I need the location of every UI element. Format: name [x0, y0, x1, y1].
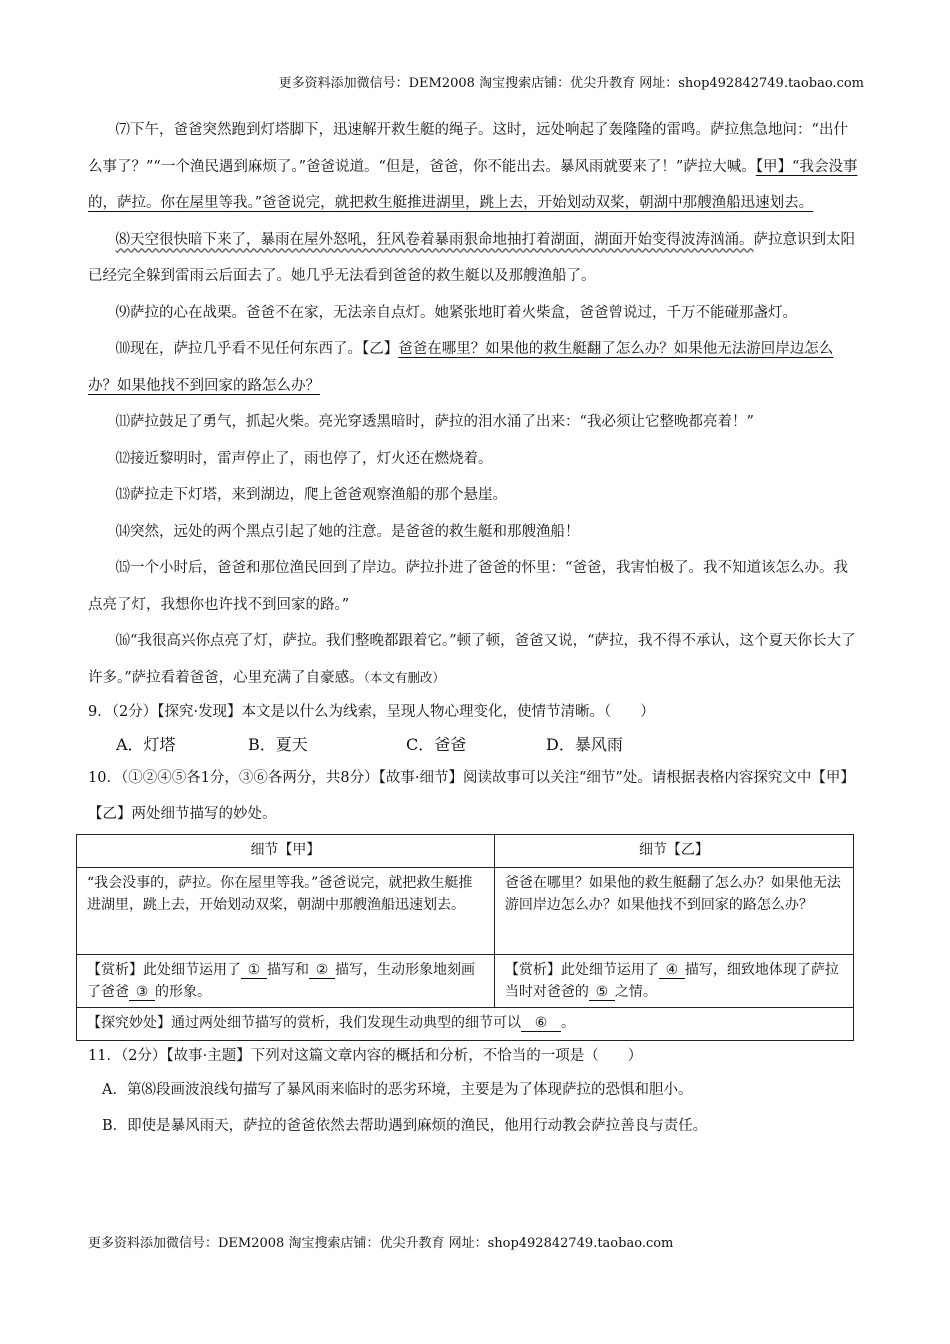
document-body	[88, 112, 862, 1144]
blank-5: ⑤	[589, 984, 615, 1001]
paragraph-9: ⑼萨拉的心在战栗。爸爸不在家，无法亲自点灯。她紧张地盯着火柴盒，爸爸曾说过，千万不能碰那盏灯。	[115, 304, 798, 321]
paragraph-16: ⒃“我很高兴你点亮了灯，萨拉。我们整晚都跟着它。”顿了顿，爸爸又说，“萨拉，我不得不承认，这个夏天你长大了许多。”萨拉看着爸爸，心里充满了自豪感。（本文有删改）	[88, 633, 856, 686]
paragraph-8: ⑻天空很快暗下来了，暴雨在屋外怒吼，狂风卷着暴雨狠命地抽打着湖面，湖面开始变得波涛汹涌。萨拉意识到太阳已经完全躲到雷雨云后面去了。她几乎无法看到爸爸的救生艇以及那艘渔船了。	[88, 231, 856, 284]
blank-4: ④	[659, 962, 685, 979]
source-note: （本文有删改）	[363, 669, 445, 685]
question-11-option-a: A．第⑻段画波浪线句描写了暴风雨来临时的恶劣环境，主要是为了体现萨拉的恐惧和胆小。	[102, 1082, 693, 1098]
question-9-options	[116, 729, 862, 760]
explore-row: 【探究妙处】通过两处细节描写的赏析，我们发现生动典型的细节可以 ⑥ 。	[77, 1008, 854, 1041]
paragraph-7: ⑺下午，爸爸突然跑到灯塔脚下，迅速解开救生艇的绳子。这时，远处响起了轰隆隆的雷鸣。萨拉焦急地问：“出什么事了？”“一个渔民遇到麻烦了。”爸爸说道。“但是，爸爸，你不能出去。暴风雨就要来了！”萨拉大喊。【甲】“我会没事的，萨拉。你在屋里等我。”爸爸说完，就把救生艇推进湖里，跳上去，开始划动双桨，朝湖中那艘渔船迅速划去。	[88, 122, 858, 211]
question-10-stem: 10．（①②④⑤各1分，③⑥各两分，共8分）【故事·细节】阅读故事可以关注“细节”处。请根据表格内容探究文中【甲】【乙】两处细节描写的妙处。	[88, 770, 855, 822]
header-yi: 细节【乙】	[494, 835, 853, 868]
question-11-stem: 11．（2分）【故事·主题】下列对这篇文章内容的概括和分析，不恰当的一项是（ ）	[88, 1048, 643, 1064]
option-d: D．暴风雨	[546, 735, 623, 754]
blank-1: ①	[241, 962, 267, 979]
detail-yi-underlined: 爸爸在哪里？如果他的救生艇翻了怎么办？如果他无法游回岸边怎么办？如果他找不到回家的路怎么办？	[88, 341, 834, 394]
option-b: B．夏天	[248, 735, 308, 754]
option-c: C．爸爸	[406, 735, 467, 754]
header-jia: 细节【甲】	[77, 835, 495, 868]
option-a: A．灯塔	[116, 735, 176, 754]
paragraph-13: ⒀萨拉走下灯塔，来到湖边，爬上爸爸观察渔船的那个悬崖。	[115, 487, 508, 503]
paragraph-11: ⑾萨拉鼓足了勇气，抓起火柴。亮光穿透黑暗时，萨拉的泪水涌了出来：“我必须让它整晚都亮着！”	[115, 414, 754, 430]
detail-table	[76, 834, 854, 1041]
analysis-jia: 【赏析】此处细节运用了 ① 描写和 ② 描写，生动形象地刻画了爸爸 ③ 的形象。	[77, 955, 495, 1008]
question-9-stem: 9．（2分）【探究·发现】本文是以什么为线索，呈现人物心理变化，使情节清晰。（ ）	[88, 704, 655, 720]
paragraph-12: ⑿接近黎明时，雷声停止了，雨也停了，灯火还在燃烧着。	[115, 450, 493, 467]
text-yi: 爸爸在哪里？如果他的救生艇翻了怎么办？如果他无法游回岸边怎么办？如果他找不到回家的路怎么办？	[494, 868, 853, 955]
paragraph-15: ⒂一个小时后，爸爸和那位渔民回到了岸边。萨拉扑进了爸爸的怀里：“爸爸，我害怕极了。我不知道该怎么办。我点亮了灯，我想你也许找不到回家的路。”	[88, 560, 848, 613]
question-11-option-b: B．即使是暴风雨天，萨拉的爸爸依然去帮助遇到麻烦的渔民，他用行动教会萨拉善良与责任。	[102, 1118, 708, 1134]
blank-2: ②	[309, 962, 335, 979]
page-header: 更多资料添加微信号：DEM2008 淘宝搜索店铺：优尖升教育 网址：shop492842749.taobao.com	[278, 76, 864, 91]
page-footer: 更多资料添加微信号：DEM2008 淘宝搜索店铺：优尖升教育 网址：shop492842749.taobao.com	[88, 1236, 674, 1251]
blank-6: ⑥	[521, 1015, 561, 1032]
blank-3: ③	[129, 984, 155, 1001]
analysis-yi: 【赏析】此处细节运用了 ④ 描写，细致地体现了萨拉当时对爸爸的 ⑤ 之情。	[494, 955, 853, 1008]
detail-jia-underlined: 【甲】“我会没事的，萨拉。你在屋里等我。”爸爸说完，就把救生艇推进湖里，跳上去，开始划动双桨，朝湖中那艘渔船迅速划去。	[88, 158, 858, 211]
paragraph-14: ⒁突然，远处的两个黑点引起了她的注意。是爸爸的救生艇和那艘渔船！	[115, 523, 580, 540]
wavy-underlined-sentence: ⑻天空很快暗下来了，暴雨在屋外怒吼，狂风卷着暴雨狠命地抽打着湖面，湖面开始变得波涛汹涌。	[115, 231, 754, 248]
paragraph-10: ⑽现在，萨拉几乎看不见任何东西了。【乙】爸爸在哪里？如果他的救生艇翻了怎么办？如果他无法游回岸边怎么办？如果他找不到回家的路怎么办？	[88, 341, 834, 394]
text-jia: “我会没事的，萨拉。你在屋里等我。”爸爸说完，就把救生艇推进湖里，跳上去，开始划动双桨，朝湖中那艘渔船迅速划去。	[77, 868, 495, 955]
